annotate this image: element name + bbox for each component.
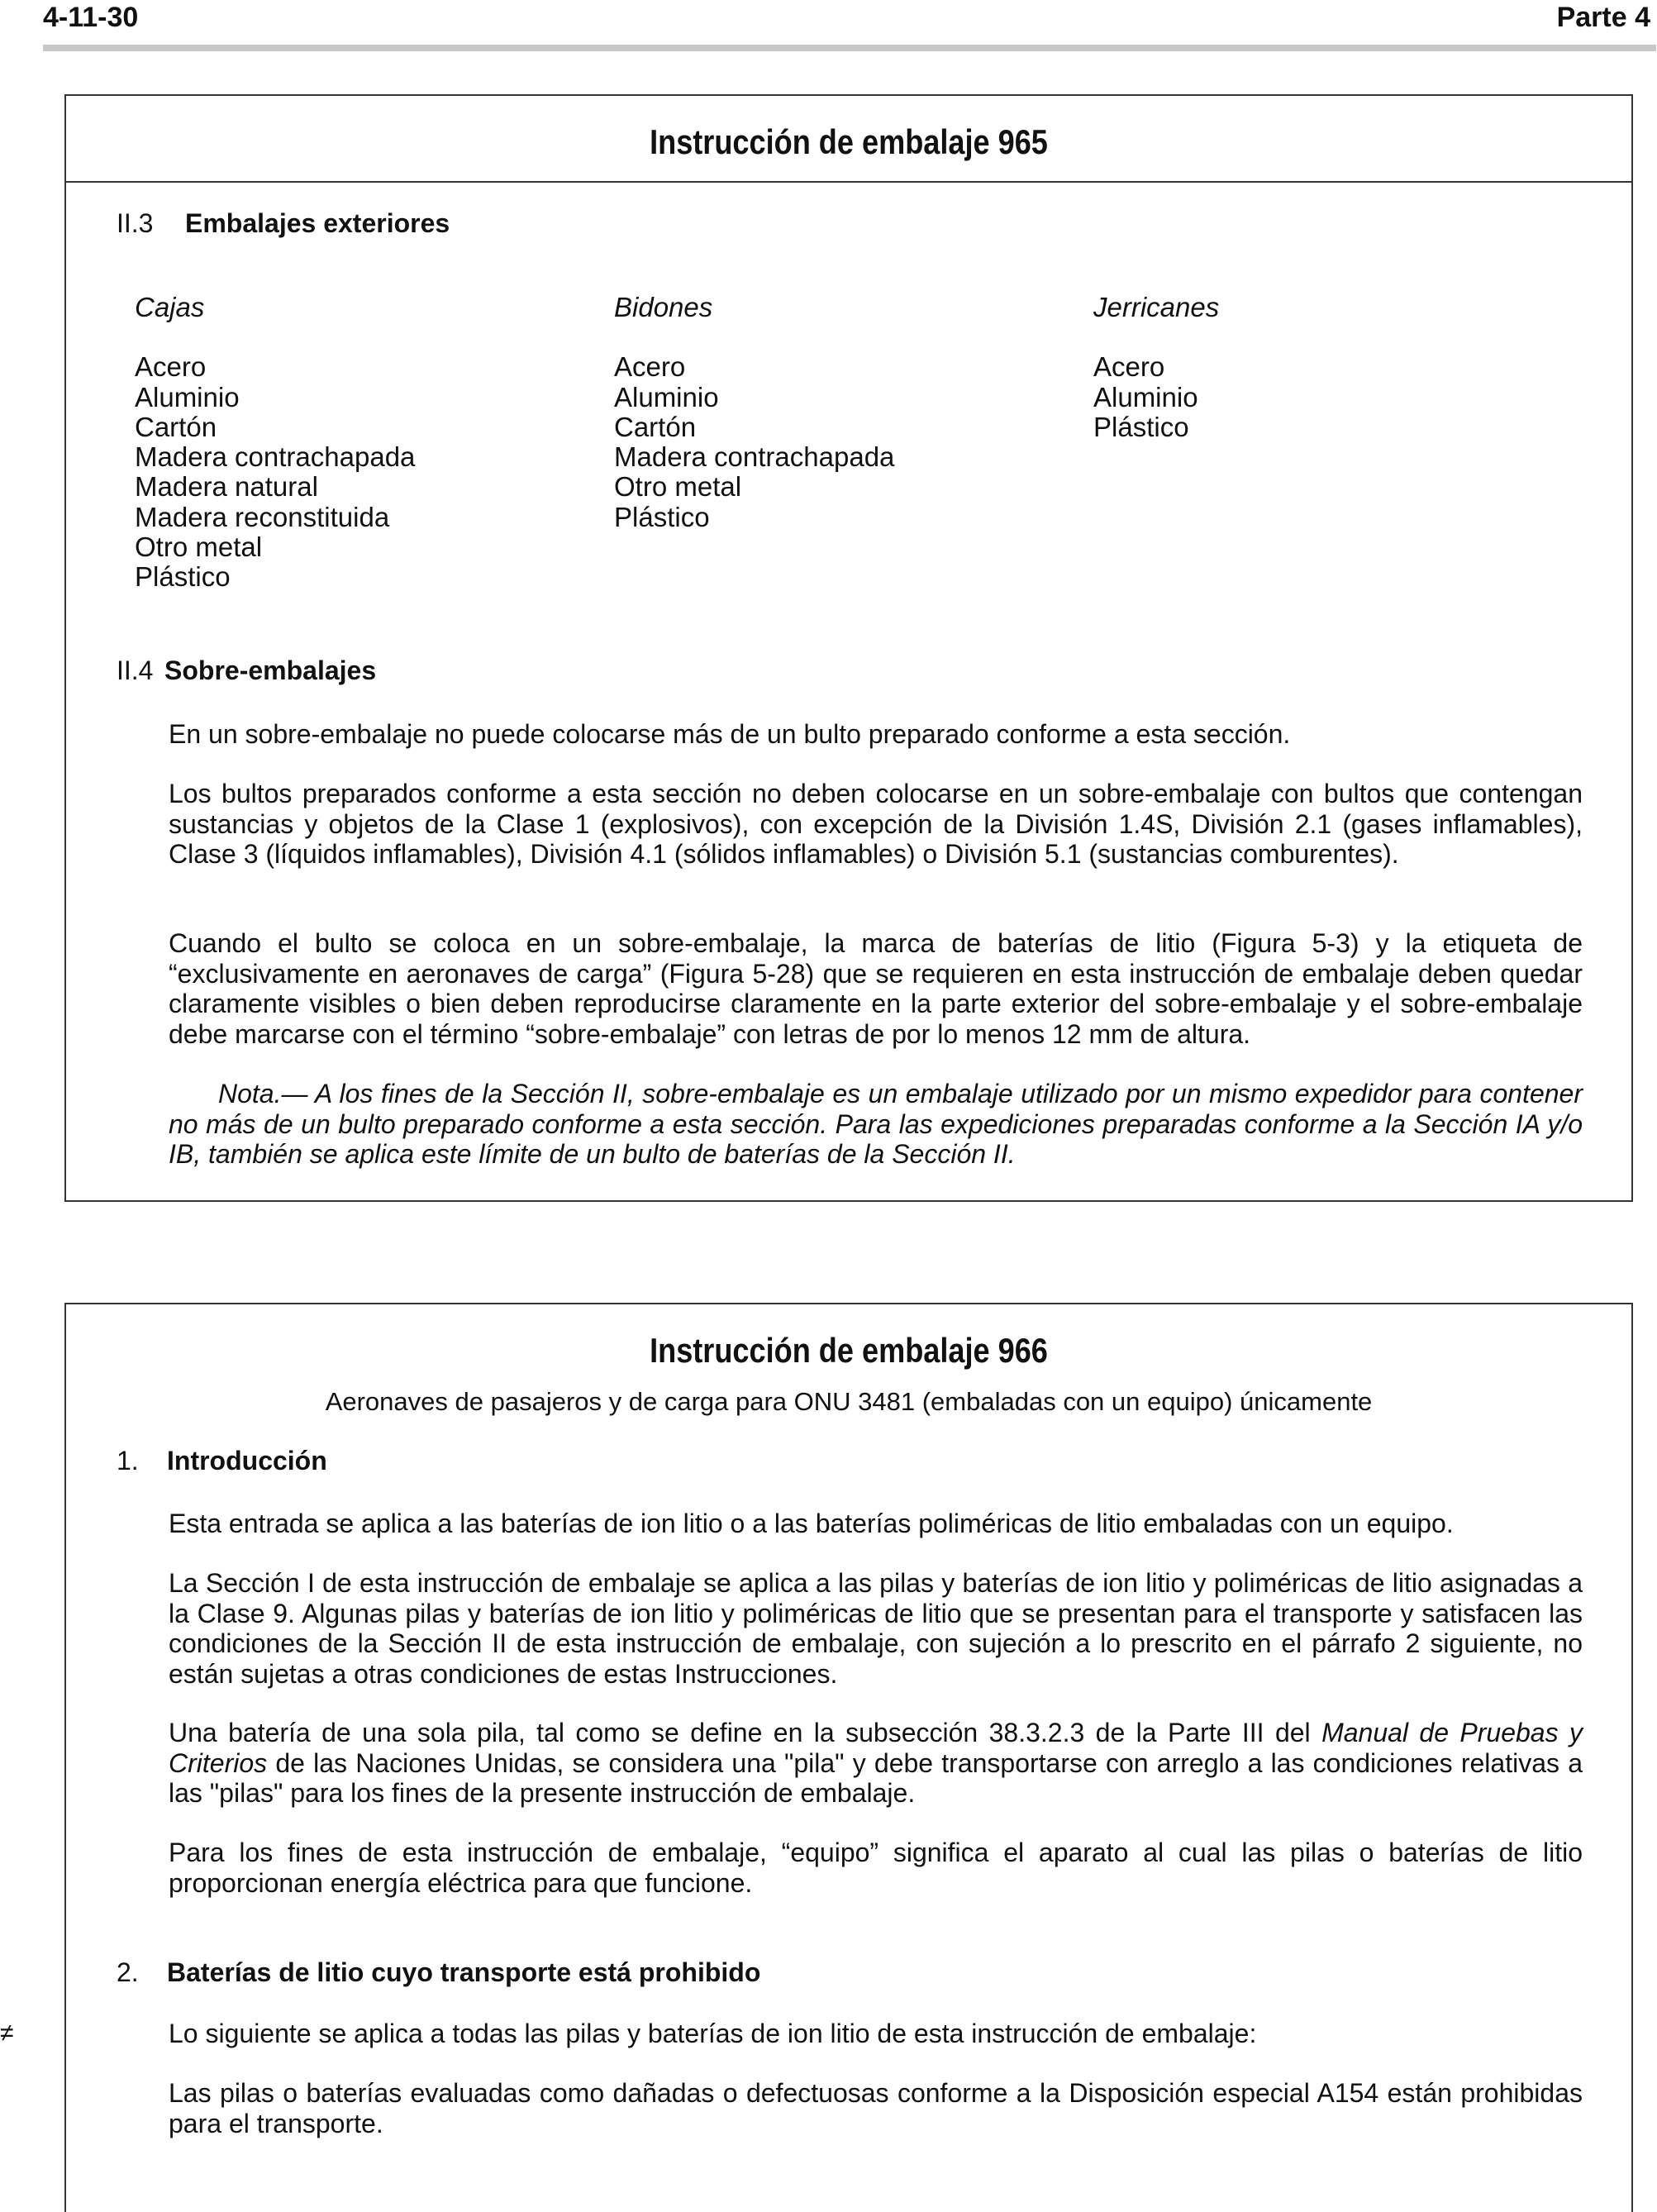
manual-title: Manual de Pruebas y Criterios bbox=[169, 1718, 1583, 1778]
box-title: Instrucción de embalaje 965 bbox=[650, 122, 1048, 161]
list-item: Aluminio bbox=[614, 381, 719, 412]
header-rule bbox=[43, 45, 1656, 51]
list-item: Plástico bbox=[135, 561, 231, 593]
list-item: Madera contrachapada bbox=[614, 441, 895, 473]
list-item: Plástico bbox=[614, 501, 710, 532]
column-heading: Bidones bbox=[614, 292, 713, 322]
section-heading-ii3 bbox=[117, 208, 450, 239]
section-number: II.4 bbox=[117, 655, 154, 685]
paragraph: Lo siguiente se aplica a todas las pilas y baterías de ion litio de esta instrucción de embalaje: bbox=[169, 2019, 1257, 2048]
change-mark: ≠ bbox=[0, 2019, 14, 2047]
packing-instruction-965-box bbox=[64, 94, 1633, 1202]
text-run: de las Naciones Unidas, se considera una "pila" y debe transportarse con arreglo a las condiciones relativas a las "pilas" para los fines de la presente instrucción de embalaje. bbox=[169, 1747, 1583, 1808]
section-title: Introducción bbox=[167, 1446, 327, 1475]
section-title: Sobre-embalajes bbox=[164, 655, 377, 685]
list-item: Otro metal bbox=[135, 532, 263, 563]
column-heading: Jerricanes bbox=[1093, 292, 1220, 322]
list-item: Madera natural bbox=[135, 471, 318, 503]
page-number: 4-11-30 bbox=[43, 2, 139, 33]
list-item: Madera reconstituida bbox=[135, 501, 390, 532]
column-cajas bbox=[135, 293, 415, 593]
list-item: Madera contrachapada bbox=[135, 441, 416, 473]
section-title: Baterías de litio cuyo transporte está prohibido bbox=[167, 1957, 761, 1987]
box-title: Instrucción de embalaje 966 bbox=[650, 1331, 1048, 1370]
column-heading: Cajas bbox=[135, 292, 205, 322]
list-item: Acero bbox=[1093, 351, 1165, 383]
paragraph bbox=[169, 1718, 1583, 1809]
column-bidones bbox=[614, 293, 894, 532]
paragraph: Cuando el bulto se coloca en un sobre-embalaje, la marca de baterías de litio (Figura 5-3) y la etiqueta de “exclusivamente en aeronaves de carga” (Figura 5-28) que se requieren en esta instrucción de embalaje deben quedar claramente visibles o bien deben reproducirse claramente en la parte exterior del sobre-embalaje y el sobre-embalaje debe marcarse con el término “sobre-embalaje” con letras de por lo menos 12 mm de altura. bbox=[169, 928, 1583, 1049]
packing-instruction-966-box bbox=[64, 1303, 1633, 2212]
list-item: Aluminio bbox=[1093, 381, 1198, 412]
section-number: 2. bbox=[117, 1957, 139, 1987]
section-number: II.3 bbox=[117, 208, 154, 238]
title-bar bbox=[66, 96, 1631, 183]
paragraph: Para los fines de esta instrucción de embalaje, “equipo” significa el aparato al cual las pilas o baterías de litio proporcionan energía eléctrica para que funcione. bbox=[169, 1838, 1583, 1898]
section-heading-1 bbox=[117, 1446, 327, 1476]
column-jerricanes bbox=[1093, 293, 1219, 442]
list-item: Plástico bbox=[1093, 411, 1189, 442]
list-item: Acero bbox=[614, 351, 686, 383]
list-item: Cartón bbox=[135, 411, 217, 442]
paragraph: La Sección I de esta instrucción de embalaje se aplica a las pilas y baterías de ion litio y poliméricas de litio asignadas a la Clase 9. Algunas pilas y baterías de ion litio y poliméricas de litio que se presentan para el transporte y satisfacen las condiciones de la Sección II de esta instrucción de embalaje, con sujeción a lo prescrito en el párrafo 2 siguiente, no están sujetas a otras condiciones de estas Instrucciones. bbox=[169, 1568, 1583, 1689]
note-paragraph: Nota.— A los fines de la Sección II, sobre-embalaje es un embalaje utilizado por un mismo expedidor para contener no más de un bulto preparado conforme a esta sección. Para las expediciones preparadas conforme a la Sección IA y/o IB, también se aplica este límite de un bulto de baterías de la Sección II. bbox=[169, 1079, 1583, 1169]
paragraph: En un sobre-embalaje no puede colocarse más de un bulto preparado conforme a esta sección. bbox=[169, 719, 1291, 749]
list-item: Cartón bbox=[614, 411, 697, 442]
page-header bbox=[43, 0, 1650, 33]
paragraph: Esta entrada se aplica a las baterías de ion litio o a las baterías poliméricas de litio embaladas con un equipo. bbox=[169, 1509, 1454, 1538]
paragraph: Las pilas o baterías evaluadas como dañadas o defectuosas conforme a la Disposición especial A154 están prohibidas para el transporte. bbox=[169, 2078, 1583, 2138]
list-item: Acero bbox=[135, 351, 207, 383]
section-number: 1. bbox=[117, 1446, 139, 1475]
paragraph: Los bultos preparados conforme a esta sección no deben colocarse en un sobre-embalaje con bultos que contengan sustancias y objetos de la Clase 1 (explosivos), con excepción de la División 1.4S, División 2.1 (gases inflamables), Clase 3 (líquidos inflamables), División 4.1 (sólidos inflamables) o División 5.1 (sustancias comburentes). bbox=[169, 779, 1583, 869]
list-item: Aluminio bbox=[135, 381, 240, 412]
list-item: Otro metal bbox=[614, 471, 742, 503]
section-title: Embalajes exteriores bbox=[185, 208, 450, 238]
section-heading-2 bbox=[117, 1957, 760, 1988]
section-heading-ii4 bbox=[117, 655, 376, 686]
box-subtitle: Aeronaves de pasajeros y de carga para ONU 3481 (embaladas con un equipo) únicamente bbox=[325, 1387, 1373, 1416]
text-run: Una batería de una sola pila, tal como se define en la subsección 38.3.2.3 de la Parte III del bbox=[169, 1718, 1322, 1747]
part-label: Parte 4 bbox=[1556, 2, 1650, 33]
